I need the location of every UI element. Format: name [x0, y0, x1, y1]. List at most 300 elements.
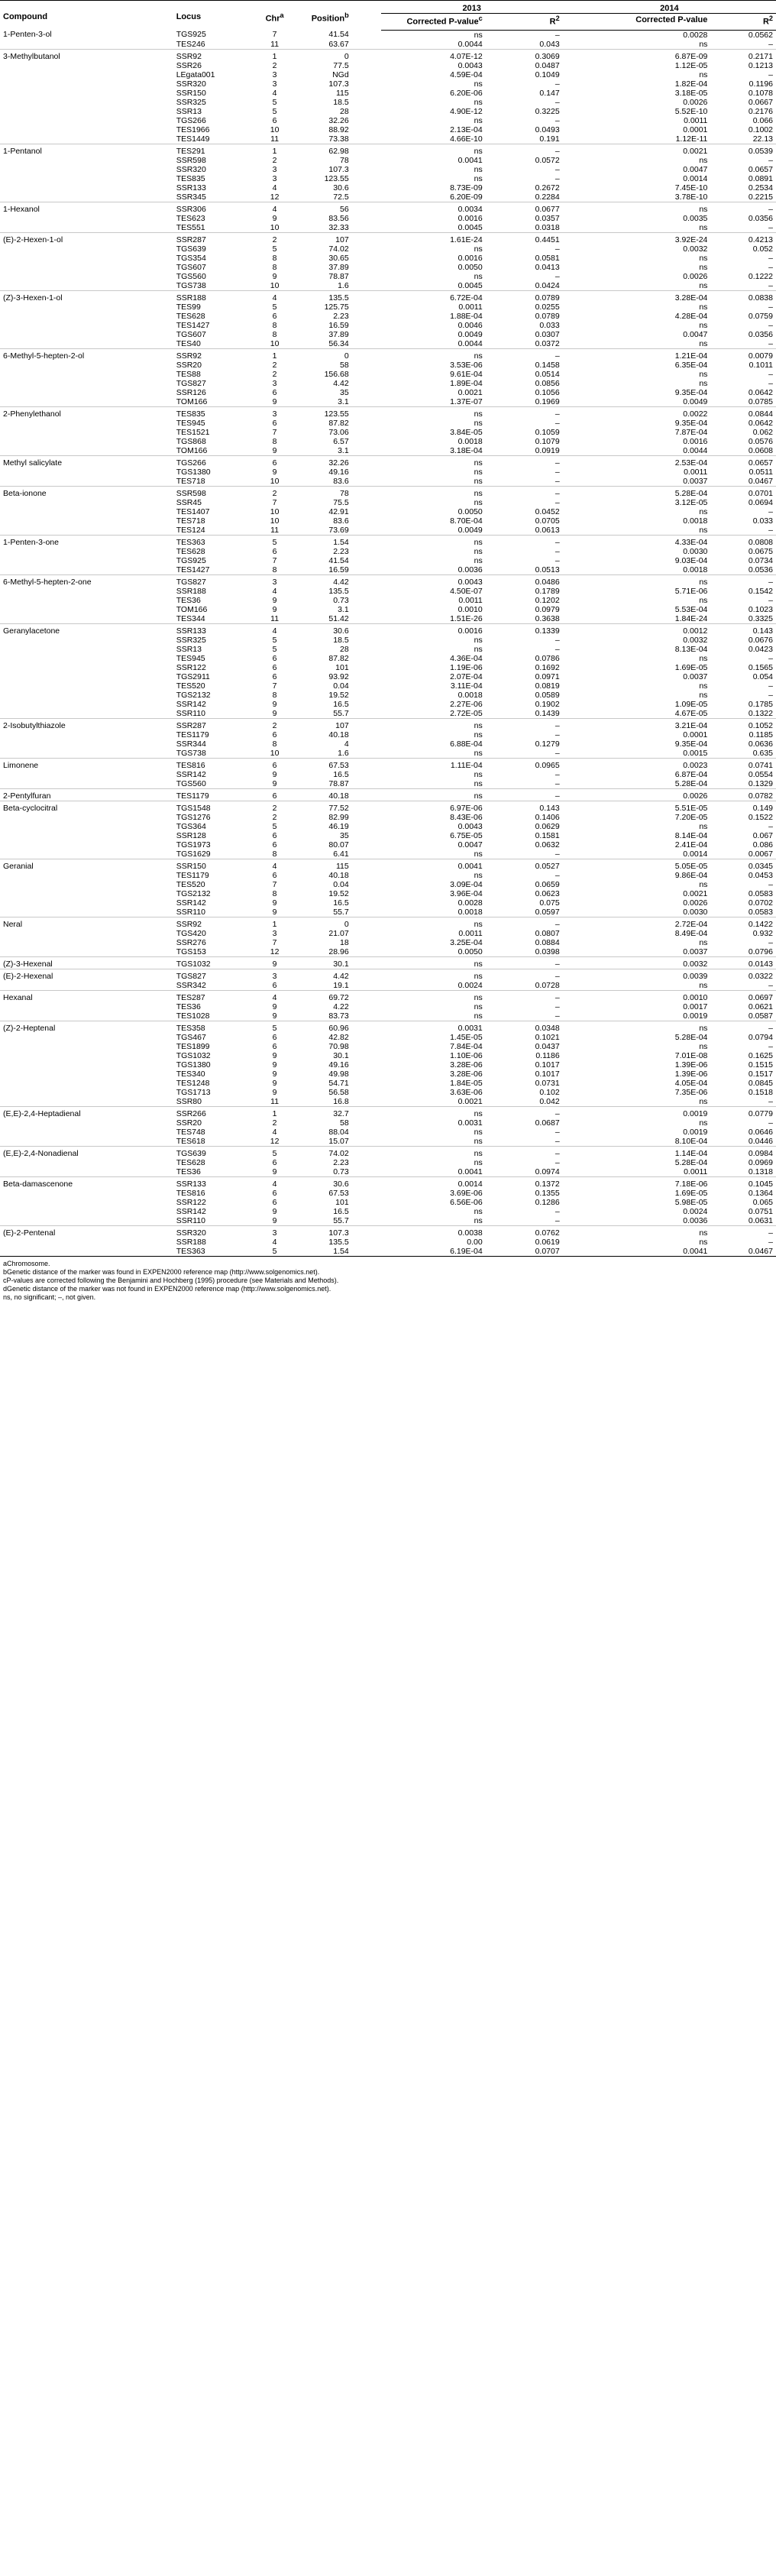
r2-2014-cell: 0.1522	[748, 812, 773, 822]
r2-2014-cell: 0.0844	[710, 406, 776, 419]
p2014-cell: 0.0037	[683, 947, 708, 956]
p2013-cell: ns	[474, 1136, 483, 1146]
chr-cell: 9	[272, 1215, 277, 1225]
locus-cell: TES1248	[176, 1078, 210, 1088]
p2014-cell: ns	[699, 70, 708, 79]
locus-cell: SSR110	[176, 907, 206, 917]
locus-cell: TGS560	[176, 271, 206, 281]
table-row	[0, 1033, 776, 1042]
locus-cell: SSR598	[176, 155, 206, 165]
r2-2013-cell: –	[486, 1146, 563, 1158]
position-cell: 35	[340, 830, 349, 840]
r2-2014-cell: 0.149	[710, 801, 776, 813]
locus-cell: SSR344	[176, 739, 206, 749]
r2-2014-cell: 0.052	[752, 244, 773, 254]
p2013-cell: 2.72E-05	[450, 708, 483, 718]
p2013-cell: ns	[381, 788, 486, 801]
chr-cell: 9	[272, 396, 277, 406]
p2014-cell: ns	[699, 39, 708, 49]
p2014-cell: 0.0047	[683, 164, 708, 174]
r2-2014-cell: 0.1625	[748, 1050, 773, 1060]
locus-cell: SSR150	[176, 88, 206, 98]
chr-cell: 5	[272, 635, 277, 645]
table-row	[0, 388, 776, 397]
r2-2014-cell: 0.0675	[748, 546, 773, 556]
table-row	[0, 1198, 776, 1207]
compound-cell: Geranylacetone	[0, 623, 173, 636]
p2013-cell: 1.51E-26	[450, 613, 483, 623]
position-cell: 74.02	[297, 1146, 380, 1158]
p2014-cell: 0.0016	[683, 436, 708, 446]
table-row	[0, 1051, 776, 1060]
locus-cell: SSR128	[176, 830, 206, 840]
chr-cell: 7	[272, 879, 277, 889]
table-row	[0, 709, 776, 719]
r2-2013-cell: –	[555, 115, 560, 125]
p2013-cell: ns	[381, 348, 486, 361]
compound-cell	[0, 730, 173, 739]
position-cell: 1.54	[297, 535, 380, 547]
p2013-cell: ns	[474, 497, 483, 507]
r2-2013-cell: 0.3638	[535, 613, 560, 623]
p2013-cell: ns	[474, 1206, 483, 1216]
table-row	[0, 605, 776, 614]
table-row	[0, 98, 776, 107]
compound-cell	[0, 254, 173, 263]
table-row	[0, 1079, 776, 1088]
chr-cell: 2	[272, 812, 277, 822]
position-cell: 0	[297, 49, 380, 61]
r2-2013-cell: 0.0728	[535, 980, 560, 990]
p2014-cell: 0.0039	[563, 969, 711, 981]
locus-cell: SSR287	[173, 718, 252, 730]
chr-cell: 7	[272, 681, 277, 691]
compound-cell: (Z)-3-Hexenal	[0, 956, 173, 969]
table-row	[0, 1042, 776, 1051]
table-row	[0, 749, 776, 759]
locus-cell: TES36	[176, 1002, 201, 1011]
r2-2014-cell: –	[768, 937, 773, 947]
locus-cell: TGS1713	[176, 1087, 211, 1097]
r2-2014-cell: 0.0467	[748, 1246, 773, 1256]
position-cell: 16.5	[333, 699, 349, 709]
compound-cell	[0, 419, 173, 428]
r2-2014-cell: 0.0446	[748, 1136, 773, 1146]
r2-2014-cell: 0.1078	[748, 88, 773, 98]
p2014-cell: ns	[699, 506, 708, 516]
r2-2014-cell: 0.0969	[748, 1157, 773, 1167]
r2-2014-cell: 0.0423	[748, 644, 773, 654]
compound-cell	[0, 938, 173, 947]
table-row	[0, 770, 776, 779]
p2013-cell: ns	[381, 1106, 486, 1118]
chr-cell: 9	[272, 907, 277, 917]
r2-2014-cell: 0.1422	[710, 917, 776, 929]
chr-cell: 5	[272, 821, 277, 831]
chr-cell: 8	[272, 739, 277, 749]
r2-2014-cell: –	[710, 202, 776, 214]
chr-cell: 2	[252, 486, 298, 498]
p2014-cell: ns	[699, 653, 708, 663]
compound-cell	[0, 831, 173, 840]
p2013-cell: 1.88E-04	[450, 311, 483, 321]
chr-cell: 5	[272, 97, 277, 107]
locus-cell: SSR80	[176, 1096, 202, 1106]
chr-cell: 5	[252, 1021, 298, 1033]
position-cell: 32.33	[328, 222, 349, 232]
position-cell: 4.42	[333, 378, 349, 388]
locus-cell: SSR122	[176, 1197, 206, 1207]
p2014-cell: 5.28E-04	[674, 778, 708, 788]
locus-cell: TES1427	[176, 565, 210, 574]
p2013-cell: 9.61E-04	[450, 369, 483, 379]
position-cell: NGd	[332, 70, 349, 79]
chr-cell: 7	[272, 555, 277, 565]
position-cell: 115	[335, 88, 349, 98]
chr-cell: 6	[272, 653, 277, 663]
r2-2014-cell: 0.0576	[748, 436, 773, 446]
position-cell: 30.6	[333, 183, 349, 193]
locus-cell: SSR13	[176, 106, 202, 116]
p2014-cell: 0.0012	[563, 623, 711, 636]
r2-2013-cell: –	[555, 730, 560, 739]
p2013-cell: 0.0044	[458, 338, 483, 348]
p2014-cell: ns	[699, 681, 708, 691]
r2-2013-cell: 0.1286	[535, 1197, 560, 1207]
header-p-2014: Corrected P-value	[563, 14, 711, 31]
table-row	[0, 321, 776, 330]
p2013-cell: ns	[381, 144, 486, 156]
locus-cell: TGS1548	[173, 801, 252, 813]
table-row	[0, 183, 776, 193]
position-cell: 77.52	[297, 801, 380, 813]
compound-cell	[0, 813, 173, 822]
r2-2014-cell: 0.635	[752, 748, 773, 758]
locus-cell: TES1427	[176, 320, 210, 330]
position-cell: 30.6	[297, 623, 380, 636]
locus-cell: TES628	[176, 1157, 205, 1167]
table-row	[0, 281, 776, 291]
r2-2013-cell: 0.0786	[535, 653, 560, 663]
p2013-cell: 6.97E-06	[381, 801, 486, 813]
compound-cell: Neral	[0, 917, 173, 929]
compound-cell	[0, 498, 173, 507]
r2-2014-cell: 0.0356	[748, 329, 773, 339]
table-row	[0, 645, 776, 654]
p2014-cell: 3.28E-04	[563, 290, 711, 303]
p2014-cell: 5.53E-04	[674, 604, 708, 614]
position-cell: 80.07	[328, 840, 349, 849]
chr-cell: 6	[252, 758, 298, 770]
p2013-cell: 0.0045	[458, 280, 483, 290]
table-row	[0, 1167, 776, 1177]
position-cell: 135.5	[328, 586, 349, 596]
r2-2013-cell: 0.0807	[535, 928, 560, 938]
r2-2014-cell: 0.0667	[748, 97, 773, 107]
r2-2013-cell: 0.0965	[486, 758, 563, 770]
position-cell: 35	[340, 387, 349, 397]
r2-2014-cell: 0.0657	[748, 164, 773, 174]
chr-cell: 6	[272, 730, 277, 739]
chr-cell: 3	[272, 928, 277, 938]
table-row	[0, 40, 776, 50]
compound-cell	[0, 107, 173, 116]
chr-cell: 6	[272, 1157, 277, 1167]
r2-2013-cell: –	[555, 1136, 560, 1146]
r2-2013-cell: 0.0581	[535, 253, 560, 263]
compound-cell	[0, 654, 173, 663]
r2-2014-cell: 0.1542	[748, 586, 773, 596]
table-row	[0, 871, 776, 880]
compound-cell	[0, 1051, 173, 1060]
p2013-cell: 3.84E-05	[450, 427, 483, 437]
r2-2013-cell: 0.0884	[535, 937, 560, 947]
p2014-cell: 0.0021	[563, 144, 711, 156]
compound-cell	[0, 397, 173, 407]
header-r2-2013-text: R	[549, 17, 556, 27]
locus-cell: TES1179	[173, 788, 252, 801]
chr-cell: 9	[272, 445, 277, 455]
r2-2014-cell: 0.0676	[748, 635, 773, 645]
r2-2014-cell: 0.0642	[748, 387, 773, 397]
compound-cell	[0, 779, 173, 789]
p2013-cell: ns	[474, 30, 483, 40]
association-table	[0, 0, 776, 1256]
position-cell: 55.7	[333, 708, 349, 718]
r2-2014-cell: 0.0067	[748, 849, 773, 859]
locus-cell: SSR13	[176, 644, 202, 654]
locus-cell: SSR325	[176, 635, 206, 645]
position-cell: 4.42	[297, 969, 380, 981]
compound-cell	[0, 477, 173, 487]
r2-2013-cell: –	[555, 1206, 560, 1216]
r2-2013-cell: 0.1581	[535, 830, 560, 840]
compound-cell	[0, 165, 173, 174]
locus-cell: TES1028	[176, 1011, 210, 1021]
header-chr-sup: a	[280, 11, 284, 19]
chr-cell: 5	[272, 244, 277, 254]
table-row	[0, 1088, 776, 1097]
position-cell: 4.22	[333, 1002, 349, 1011]
chr-cell: 5	[272, 302, 277, 312]
chr-cell: 6	[272, 870, 277, 880]
locus-cell: SSR276	[176, 937, 206, 947]
p2014-cell: 2.72E-04	[563, 917, 711, 929]
compound-cell	[0, 672, 173, 681]
chr-cell: 10	[270, 125, 280, 134]
table-row	[0, 917, 776, 929]
p2014-cell: 5.51E-05	[563, 801, 711, 813]
table-row	[0, 801, 776, 813]
locus-cell: SSR133	[173, 1176, 252, 1189]
r2-2013-cell: 0.0413	[535, 262, 560, 272]
compound-cell	[0, 709, 173, 719]
p2013-cell: 0.0043	[458, 821, 483, 831]
table-row	[0, 1238, 776, 1247]
header-position	[297, 1, 380, 31]
locus-cell: TES1407	[176, 506, 210, 516]
r2-2014-cell: 0.0701	[710, 486, 776, 498]
locus-cell: SSR20	[176, 360, 202, 370]
p2013-cell: 4.50E-07	[450, 586, 483, 596]
chr-cell: 4	[272, 1127, 277, 1137]
locus-cell: TGS1276	[176, 812, 211, 822]
chr-cell: 3	[252, 1225, 298, 1238]
p2014-cell: 1.12E-11	[675, 134, 708, 144]
chr-cell: 6	[272, 662, 277, 672]
table-row	[0, 981, 776, 991]
locus-cell: TES628	[176, 546, 205, 556]
p2014-cell: 5.28E-04	[674, 1157, 708, 1167]
r2-2014-cell: 0.0741	[710, 758, 776, 770]
position-cell: 4.42	[297, 574, 380, 587]
chr-cell: 11	[270, 1096, 280, 1106]
table-row	[0, 303, 776, 312]
p2013-cell: 8.73E-09	[450, 183, 483, 193]
header-r2-2014-sup: 2	[768, 15, 773, 22]
locus-cell: SSR20	[176, 1118, 202, 1128]
compound-cell: (E,E)-2,4-Nonadienal	[0, 1146, 173, 1158]
compound-cell	[0, 134, 173, 144]
compound-cell	[0, 339, 173, 349]
table-row	[0, 468, 776, 477]
position-cell: 88.92	[328, 125, 349, 134]
p2013-cell: ns	[474, 1157, 483, 1167]
p2013-cell: 0.0016	[458, 253, 483, 263]
compound-cell	[0, 330, 173, 339]
compound-cell: 2-Pentylfuran	[0, 788, 173, 801]
header-chr	[252, 1, 298, 31]
compound-cell	[0, 1137, 173, 1147]
p2014-cell: 0.0019	[683, 1011, 708, 1021]
chr-cell: 8	[272, 320, 277, 330]
r2-2014-cell: –	[768, 262, 773, 272]
locus-cell: TGS1380	[176, 467, 211, 477]
p2014-cell: 3.18E-05	[674, 88, 708, 98]
chr-cell: 6	[272, 1032, 277, 1042]
r2-2014-cell: 0.0694	[748, 497, 773, 507]
position-cell: 62.98	[297, 144, 380, 156]
p2014-cell: ns	[699, 879, 708, 889]
r2-2013-cell: 0.0487	[535, 60, 560, 70]
position-cell: 73.38	[328, 134, 349, 144]
compound-cell: 6-Methyl-5-hepten-2-one	[0, 574, 173, 587]
r2-2013-cell: –	[486, 718, 563, 730]
locus-cell: SSR133	[176, 183, 206, 193]
p2013-cell: ns	[474, 748, 483, 758]
compound-cell	[0, 361, 173, 370]
locus-cell: TGS827	[176, 378, 206, 388]
r2-2013-cell: 0.1355	[535, 1188, 560, 1198]
r2-2013-cell: 0.0613	[535, 525, 560, 535]
r2-2013-cell: –	[486, 1106, 563, 1118]
table-row	[0, 1060, 776, 1070]
p2013-cell: ns	[381, 535, 486, 547]
p2013-cell: 1.11E-04	[381, 758, 486, 770]
position-cell: 67.53	[297, 758, 380, 770]
r2-2014-cell: 0.062	[752, 427, 773, 437]
p2014-cell: 0.0026	[683, 271, 708, 281]
locus-cell: TES340	[176, 1069, 205, 1079]
position-cell: 83.6	[333, 476, 349, 486]
p2013-cell: 3.69E-06	[450, 1188, 483, 1198]
position-cell: 88.04	[328, 1127, 349, 1137]
p2014-cell: 0.0001	[683, 125, 708, 134]
table-row	[0, 125, 776, 134]
position-cell: 78.87	[328, 778, 349, 788]
locus-cell: SSR306	[173, 202, 252, 214]
p2014-cell: 0.0036	[683, 1215, 708, 1225]
chr-cell: 6	[272, 840, 277, 849]
locus-cell: TES945	[176, 653, 205, 663]
locus-cell: TES1449	[176, 134, 210, 144]
position-cell: 18.5	[333, 635, 349, 645]
chr-cell: 9	[272, 467, 277, 477]
r2-2013-cell: –	[555, 1011, 560, 1021]
locus-cell: SSR133	[173, 623, 252, 636]
compound-cell	[0, 565, 173, 575]
r2-2013-cell: 0.0348	[486, 1021, 563, 1033]
r2-2013-cell: –	[555, 271, 560, 281]
r2-2014-cell: –	[768, 595, 773, 605]
locus-cell: TES835	[173, 406, 252, 419]
p2013-cell: 2.27E-06	[450, 699, 483, 709]
locus-cell: TGS1629	[176, 849, 211, 859]
p2013-cell: 0.0041	[458, 1167, 483, 1176]
p2014-cell: 0.0014	[683, 173, 708, 183]
r2-2014-cell: 0.0536	[748, 565, 773, 574]
r2-2014-cell: 0.1565	[748, 662, 773, 672]
compound-cell	[0, 40, 173, 50]
r2-2013-cell: 0.0731	[535, 1078, 560, 1088]
table-row	[0, 61, 776, 70]
table-row	[0, 202, 776, 214]
table-row	[0, 535, 776, 547]
r2-2013-cell: 0.0452	[535, 506, 560, 516]
r2-2013-cell: 0.0687	[535, 1118, 560, 1128]
position-cell: 40.18	[297, 788, 380, 801]
r2-2013-cell: 0.1339	[486, 623, 563, 636]
chr-cell: 3	[272, 79, 277, 89]
p2013-cell: 4.36E-04	[450, 653, 483, 663]
table-row	[0, 144, 776, 156]
compound-cell	[0, 379, 173, 388]
r2-2014-cell: 0.0697	[710, 990, 776, 1002]
chr-cell: 6	[252, 788, 298, 801]
p2014-cell: 0.0011	[684, 115, 708, 125]
chr-cell: 2	[272, 60, 277, 70]
compound-cell	[0, 1118, 173, 1128]
chr-cell: 9	[272, 1087, 277, 1097]
p2014-cell: ns	[699, 595, 708, 605]
r2-2014-cell: –	[768, 980, 773, 990]
compound-cell	[0, 263, 173, 272]
locus-cell: SSR122	[176, 662, 206, 672]
r2-2014-cell: –	[768, 525, 773, 535]
r2-2014-cell: –	[710, 1225, 776, 1238]
chr-cell: 1	[252, 49, 298, 61]
p2014-cell: 0.0049	[683, 396, 708, 406]
p2014-cell: 0.0001	[683, 730, 708, 739]
compound-cell	[0, 605, 173, 614]
p2014-cell: 1.39E-06	[674, 1060, 708, 1070]
compound-cell	[0, 1097, 173, 1107]
r2-2014-cell: –	[768, 222, 773, 232]
p2014-cell: ns	[699, 338, 708, 348]
p2013-cell: 0.0050	[458, 262, 483, 272]
locus-cell: TGS738	[176, 748, 206, 758]
position-cell: 40.18	[328, 870, 349, 880]
